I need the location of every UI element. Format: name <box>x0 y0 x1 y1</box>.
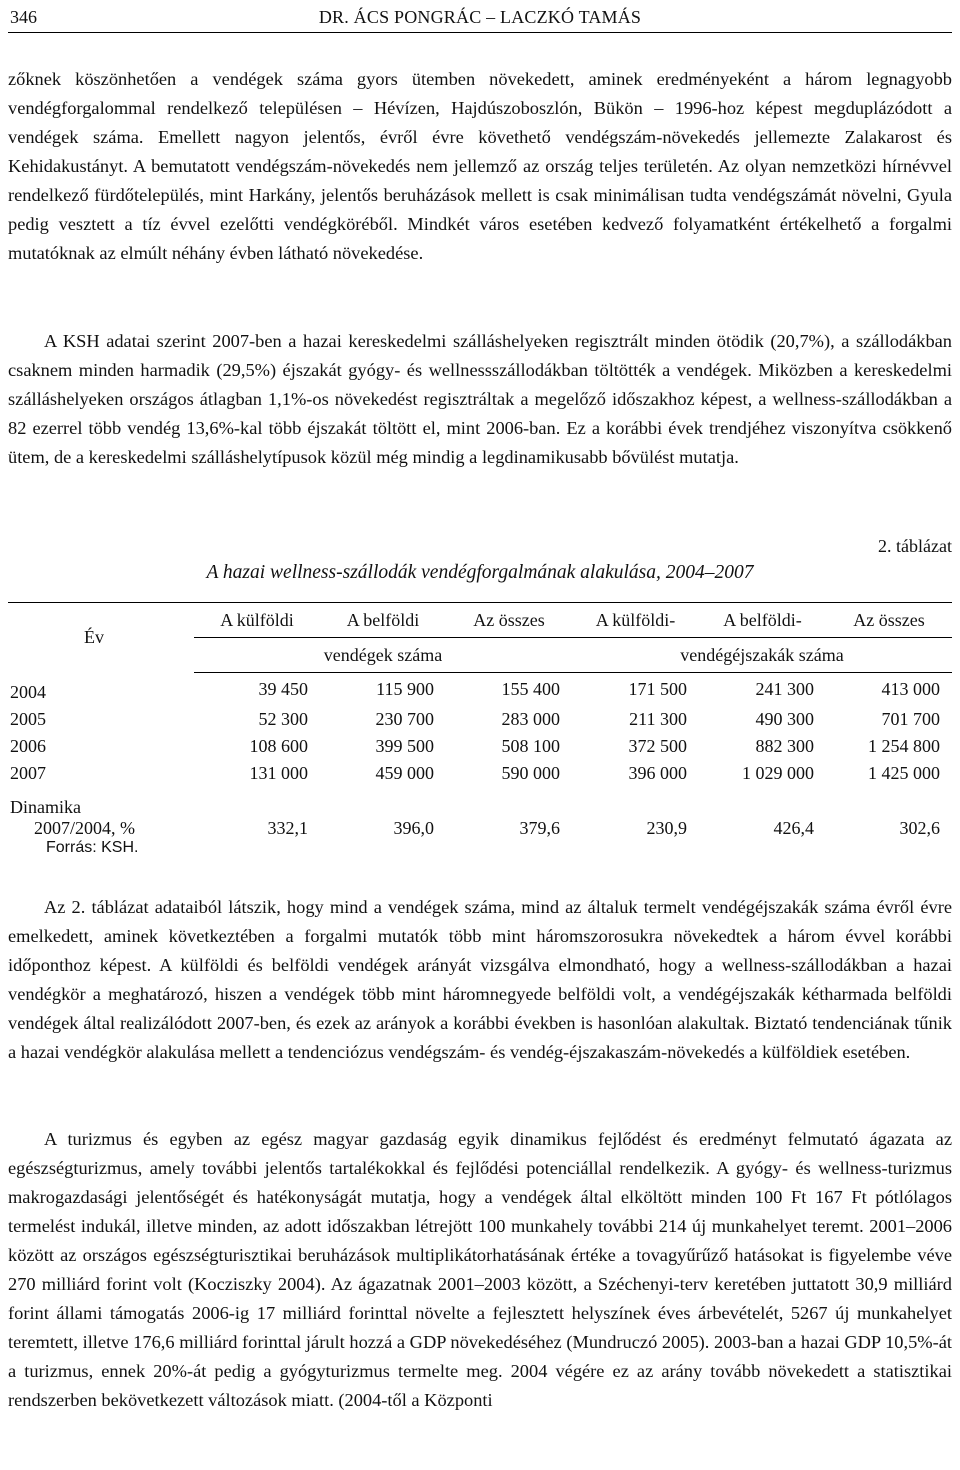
col-header: A külföldi <box>194 603 320 638</box>
dynamics-row-label <box>8 787 952 818</box>
dynamics-value: 396,0 <box>393 817 434 838</box>
col-header: A külföldi- <box>572 603 699 638</box>
group-header-nights: vendégéjszakák száma <box>572 638 952 673</box>
dynamics-value: 332,1 <box>267 817 308 838</box>
value-cell: 1 425 000 <box>868 762 940 783</box>
paragraph-4: A turizmus és egyben az egész magyar gazdaság egyik dinamikus fejlődést és eredményt felmutató ágazata az egészségturizmus, amely további jelentős tartalékokkal és fejlődési potenciállal rendelkezik. A gyógy- és wellness-turizmus makrogazdasági jelentőségét és hatékonyságát mutatja, hogy a vendégek által elköltött minden 100 Ft 167 Ft pótlólagos termelést indukál, illetve minden, az adott időszakban létrejött 100 munkahely további 214 új munkahelyet teremt. 2001–2006 között az országos egészségturisztikai beruházások multiplikátorhatásának értéke a tovagyűrűző hatásokat is figyelembe véve 270 milliárd forint volt (Kocziszky 2004). Az ágazatnak 2001–2003 között, a Széchenyi-terv keretében juttatott 30,9 milliárd forint állami támogatás 2006-ig 17 milliárd forinttal növelte a fejlesztett helyszínek éves árbevételét, 5267 új munkahelyet teremtett, illetve 176,6 milliárd forinttal járult hozzá a GDP növekedéséhez (Mundruczó 2005). 2003-ban a hazai GDP 10,5%-át a turizmus, ennek 20%-át pedig a gyógyturizmus termelte meg. 2004 végére ez az arány tovább növekedett a statisztikai rendszerben bekövetkezett változások miatt. (2004-től a Központi <box>8 1129 952 1410</box>
dynamics-value: 379,6 <box>519 817 560 838</box>
dynamics-value: 426,4 <box>773 817 814 838</box>
value-cell: 399 500 <box>375 735 434 756</box>
value-cell: 171 500 <box>628 678 687 699</box>
col-header: Az összes <box>446 603 572 638</box>
value-cell: 882 300 <box>755 735 814 756</box>
table-row <box>8 760 952 787</box>
dynamics-value: 230,9 <box>646 817 687 838</box>
col-header: Az összes <box>826 603 952 638</box>
value-cell: 115 900 <box>376 678 434 699</box>
year-cell: 2007 <box>10 762 46 783</box>
value-cell: 413 000 <box>881 678 940 699</box>
value-cell: 1 029 000 <box>742 762 814 783</box>
table-header-row <box>8 603 952 638</box>
year-header: Év <box>8 603 194 673</box>
value-cell: 283 000 <box>501 708 560 729</box>
value-cell: 211 300 <box>629 708 687 729</box>
value-cell: 131 000 <box>249 762 308 783</box>
value-cell: 490 300 <box>755 708 814 729</box>
table-row <box>8 706 952 733</box>
dynamics-label: Dinamika <box>10 796 81 817</box>
value-cell: 590 000 <box>501 762 560 783</box>
dynamics-period: 2007/2004, % <box>34 817 135 838</box>
value-cell: 396 000 <box>628 762 687 783</box>
table-source: Forrás: KSH. <box>46 839 139 856</box>
page-header <box>8 4 952 33</box>
value-cell: 701 700 <box>881 708 940 729</box>
value-cell: 155 400 <box>501 678 560 699</box>
value-cell: 1 254 800 <box>868 735 940 756</box>
value-cell: 108 600 <box>249 735 308 756</box>
table-row <box>8 673 952 706</box>
year-cell: 2005 <box>10 708 46 729</box>
year-cell: 2004 <box>10 681 46 702</box>
running-head: DR. ÁCS PONGRÁC – LACZKÓ TAMÁS <box>318 7 642 27</box>
value-cell: 508 100 <box>501 735 560 756</box>
value-cell: 459 000 <box>375 762 434 783</box>
table-title: A hazai wellness-szállodák vendégforgalmának alakulása, 2004–2007 <box>206 562 754 583</box>
page-number: 346 <box>10 7 37 27</box>
paragraph-2: A KSH adatai szerint 2007-ben a hazai kereskedelmi szálláshelyeken regisztrált minden ötödik (20,7%), a szállodákban csaknem minden harmadik (29,5%) éjszakát gyógy- és wellnessszállodákban töltötték a vendégek. Miközben a kereskedelmi szálláshelyeken országos átlagban 1,1%-os növekedést regisztráltak a megelőző időszakhoz képest, a wellness-szállodákban a 82 ezerrel több vendég 13,6%-kal több éjszakát töltött el, mint 2006-ban. Ez a korábbi évek trendjéhez viszonyítva csökkenő ütem, de a kereskedelmi szálláshelytípusok közül még mindig a legdinamikusabb bővülést mutatja. <box>8 331 952 467</box>
paragraph-1: zőknek köszönhetően a vendégek száma gyors ütemben növekedett, aminek eredményeként a három legnagyobb vendégforgalommal rendelkező településen – Hévízen, Hajdúszoboszlón, Bükön – 1996-hoz képest megduplázódott a vendégek száma. Emellett nagyon jelentős, évről évre követhető vendégszám-növekedés jellemezte Zalakarost és Kehidakustányt. A bemutatott vendégszám-növekedés nem jellemző az ország teljes területén. Az olyan nemzetközi hírnévvel rendelkező fürdőtelepülés, mint Harkány, jelentős beruházások mellett is csak minimálisan tudta vendégszámát növelni, Gyula pedig vesztett a tíz évvel ezelőtti vendégköréből. Mindkét város esetében kedvező folyamatként értékelhető a forgalmi mutatóknak az elmúlt néhány évben látható növekedése. <box>8 69 952 263</box>
dynamics-row <box>8 818 952 845</box>
paragraph-3: Az 2. táblázat adataiból látszik, hogy mind a vendégek száma, mind az általuk termelt vendégéjszakák száma évről évre emelkedett, aminek következtében a forgalmi mutatók több mint háromszorosukra növekedtek a három évvel korábbi időponthoz képest. A külföldi és belföldi vendégek arányát vizsgálva elmondható, hogy a wellness-szállodákban a hazai vendégkör a meghatározó, hiszen a vendégek több mint háromnegyede belföldi volt, a vendégéjszakák kétharmada belföldi vendégek által realizálódott 2007-ben, és ezek az arányok a korábbi években is hasonlóan alakultak. Biztató tendenciának tűnik a hazai vendégkör alakulása mellett a tendenciózus vendégszám- és vendég-éjszakaszám-növekedés a külföldiek esetében. <box>8 897 952 1062</box>
value-cell: 372 500 <box>628 735 687 756</box>
value-cell: 241 300 <box>755 678 814 699</box>
table-row <box>8 733 952 760</box>
value-cell: 39 450 <box>258 678 308 699</box>
value-cell: 230 700 <box>375 708 434 729</box>
group-header-guests: vendégek száma <box>194 638 572 673</box>
col-header: A belföldi <box>320 603 446 638</box>
table-label: 2. táblázat <box>878 536 952 556</box>
guest-traffic-table <box>8 602 952 845</box>
value-cell: 52 300 <box>258 708 308 729</box>
year-cell: 2006 <box>10 735 46 756</box>
dynamics-value: 302,6 <box>899 817 940 838</box>
col-header: A belföldi- <box>699 603 826 638</box>
